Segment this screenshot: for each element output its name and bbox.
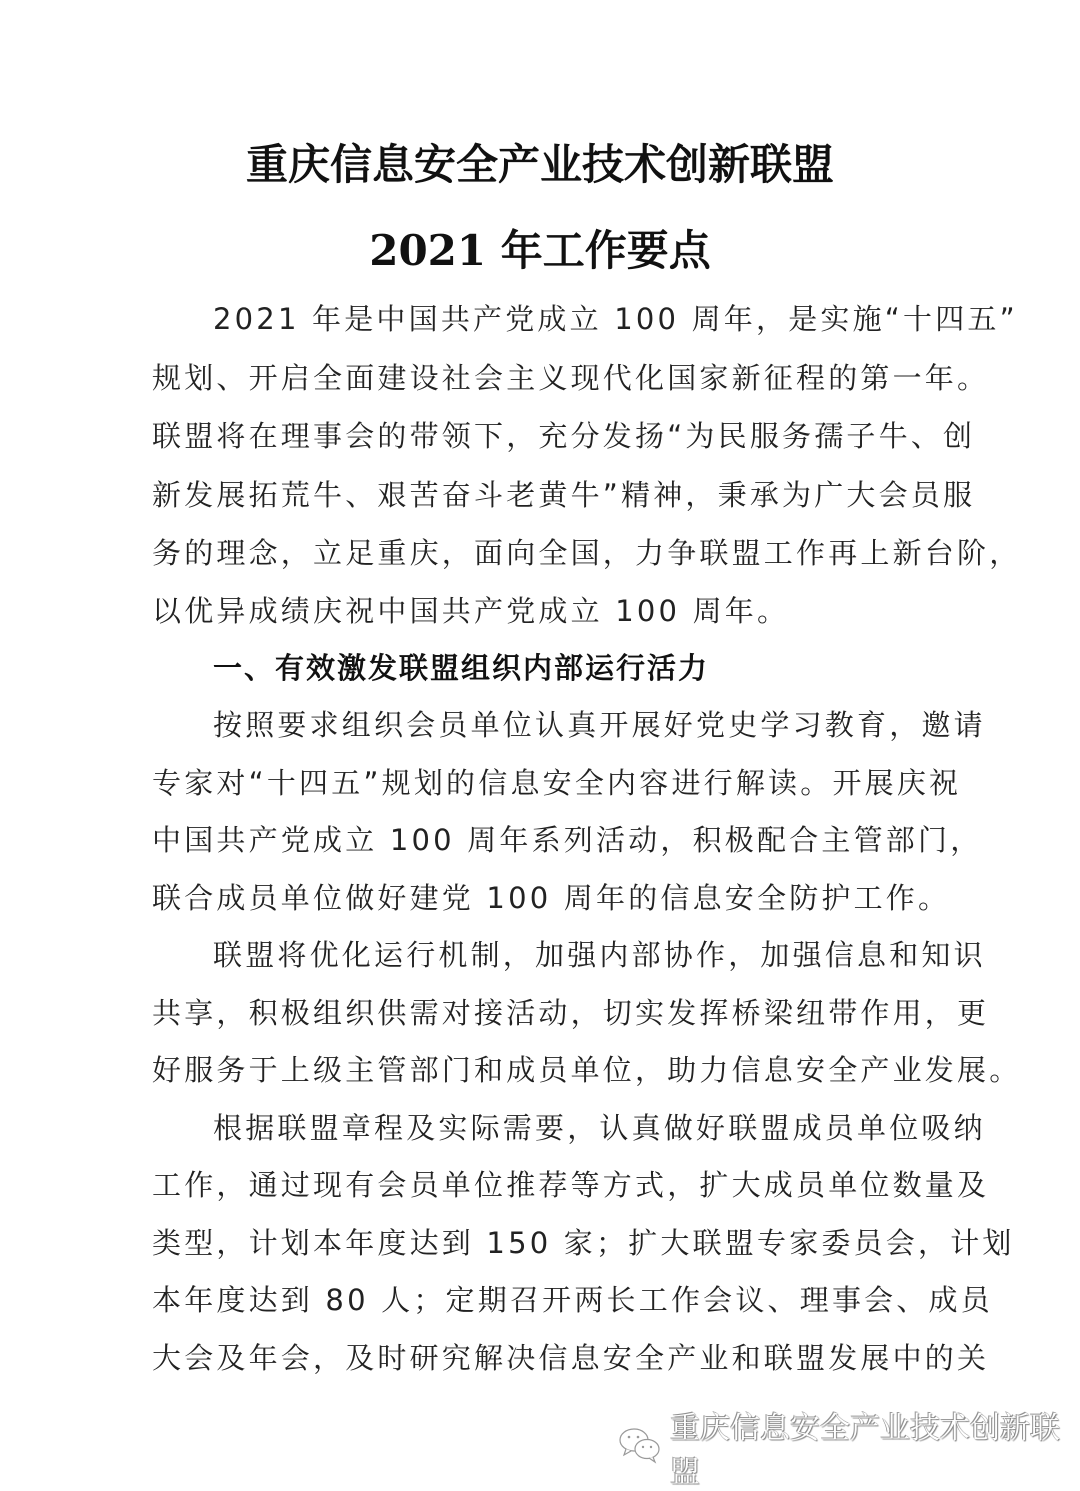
text-line: 根据联盟章程及实际需要，认真做好联盟成员单位吸纳 <box>213 1111 986 1145</box>
text-line: 本年度达到 80 人；定期召开两长工作会议、理事会、成员 <box>152 1283 993 1317</box>
text-line: 工作，通过现有会员单位推荐等方式，扩大成员单位数量及 <box>152 1168 990 1202</box>
text-line: 类型，计划本年度达到 150 家；扩大联盟专家委员会，计划 <box>152 1226 1015 1260</box>
text-line: 专家对“十四五”规划的信息安全内容进行解读。开展庆祝 <box>152 766 962 800</box>
text-line: 以优异成绩庆祝中国共产党成立 100 周年。 <box>152 594 790 628</box>
text-line: 大会及年会，及时研究解决信息安全产业和联盟发展中的关 <box>152 1341 990 1375</box>
text-line: 联盟将优化运行机制，加强内部协作，加强信息和知识 <box>213 938 986 972</box>
watermark <box>618 1411 1080 1490</box>
text-line: 务的理念，立足重庆，面向全国，力争联盟工作再上新台阶， <box>152 536 1022 570</box>
text-line: 联盟将在理事会的带领下，充分发扬“为民服务孺子牛、创 <box>152 419 976 453</box>
text-line: 2021 年是中国共产党成立 100 周年，是实施“十四五” <box>213 302 1018 336</box>
text-line: 联合成员单位做好建党 100 周年的信息安全防护工作。 <box>152 881 951 915</box>
text-line: 中国共产党成立 100 周年系列活动，积极配合主管部门， <box>152 823 983 857</box>
text-line: 按照要求组织会员单位认真开展好党史学习教育，邀请 <box>213 708 986 742</box>
document-title: 重庆信息安全产业技术创新联盟 <box>245 140 834 189</box>
text-line: 共享，积极组织供需对接活动，切实发挥桥梁纽带作用，更 <box>152 996 990 1030</box>
document-subtitle: 2021 年工作要点 <box>369 226 711 275</box>
text-line: 规划、开启全面建设社会主义现代化国家新征程的第一年。 <box>152 361 990 395</box>
text-line: 好服务于上级主管部门和成员单位，助力信息安全产业发展。 <box>152 1053 1022 1087</box>
wechat-icon <box>618 1425 662 1469</box>
text-line: 新发展拓荒牛、艰苦奋斗老黄牛”精神，秉承为广大会员服 <box>152 478 976 512</box>
section-heading: 一、有效激发联盟组织内部运行活力 <box>213 651 710 685</box>
watermark-text: 重庆信息安全产业技术创新联盟 <box>670 1411 1060 1490</box>
